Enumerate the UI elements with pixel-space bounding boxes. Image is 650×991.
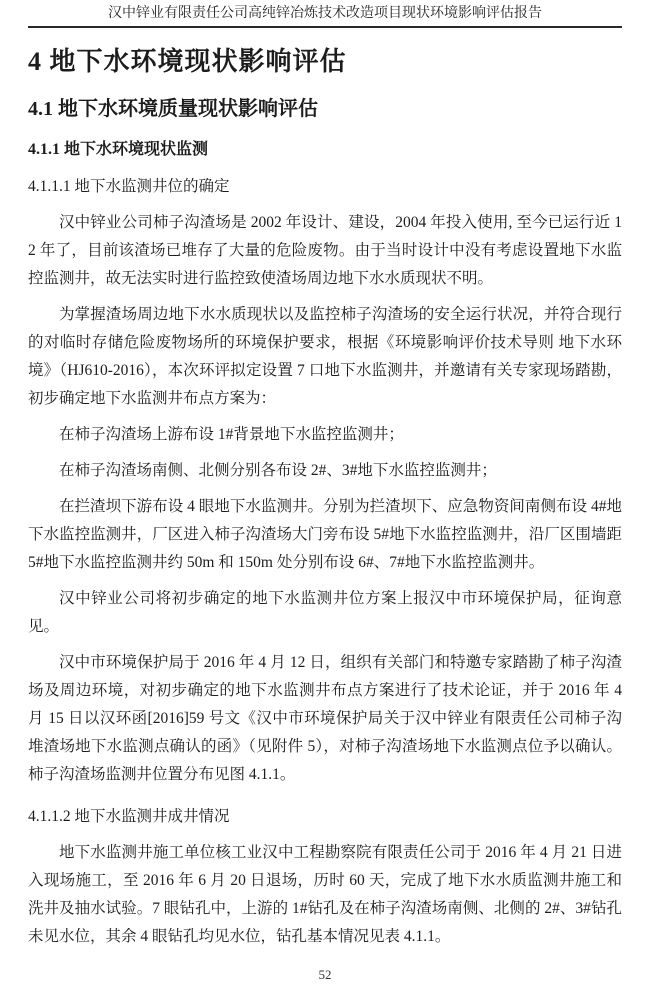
running-header-text: 汉中锌业有限责任公司高纯锌冶炼技术改造项目现状环境影响评估报告 (108, 6, 542, 21)
paragraph-wells-4-to-7-location: 在拦渣坝下游布设 4 眼地下水监测井。分别为拦渣坝下、应急物资间南侧布设 4#地下水监控监测井，厂区进入柿子沟渣场大门旁布设 5#地下水监控监测井，沿厂区围墙距 5#地下水监控监测井约 50m 和 150m 处分别布设 6#、7#地下水监控监测井。 (28, 498, 622, 571)
running-header (28, 5, 622, 28)
section-heading: 4.1 地下水环境质量现状影响评估 (28, 98, 318, 120)
chapter-heading: 4 地下水环境现状影响评估 (28, 47, 347, 76)
subsubsection-heading-well-completion: 4.1.1.2 地下水监测井成井情况 (28, 808, 230, 825)
page-footer (0, 967, 650, 983)
paragraph-epa-confirmation: 汉中市环境保护局于 2016 年 4 月 12 日，组织有关部门和特邀专家踏勘了柿子沟渣场及周边环境，对初步确定的地下水监测井布点方案进行了技术论证，并于 2016 年 4 月 15 日以汉环函[2016]59 号文《汉中市环境保护局关于汉中锌业有限责任公司柿子沟堆渣场地下水监测点确认的函》（见附件 5），对柿子沟渣场地下水监测点位予以确认。柿子沟渣场监测井位置分布见图 4.1.1。 (28, 654, 622, 783)
subsubsection-heading-well-location: 4.1.1.1 地下水监测井位的确定 (28, 178, 230, 195)
page-number: 52 (318, 967, 332, 982)
paragraph-plan-submission: 汉中锌业公司将初步确定的地下水监测井位方案上报汉中市环境保护局，征询意见。 (28, 590, 622, 635)
paragraph-monitoring-plan-intro: 为掌握渣场周边地下水水质现状以及监控柿子沟渣场的安全运行状况，并符合现行的对临时存储危险废物场所的环境保护要求，根据《环境影响评价技术导则 地下水环境》（HJ610-2016），本次环评拟定设置 7 口地下水监测井，并邀请有关专家现场踏勘，初步确定地下水监测井布点方案为： (28, 306, 622, 407)
paragraph-site-history: 汉中锌业公司柿子沟渣场是 2002 年设计、建设，2004 年投入使用, 至今已运行近 12 年了，目前该渣场已堆存了大量的危险废物。由于当时设计中没有考虑设置地下水监控监测井，故无法实时进行监控致使渣场周边地下水水质现状不明。 (28, 214, 622, 287)
paragraph-wells-2-3-location: 在柿子沟渣场南侧、北侧分别各布设 2#、3#地下水监控监测井； (59, 462, 497, 479)
page-content (28, 29, 622, 951)
paragraph-well-1-location: 在柿子沟渣场上游布设 1#背景地下水监控监测井； (59, 426, 404, 443)
paragraph-well-construction: 地下水监测井施工单位核工业汉中工程勘察院有限责任公司于 2016 年 4 月 21 日进入现场施工，至 2016 年 6 月 20 日退场，历时 60 天，完成了地下水水质监测井施工和洗井及抽水试验。7 眼钻孔中，上游的 1#钻孔及在柿子沟渣场南侧、北侧的 2#、3#钻孔未见水位，其余 4 眼钻孔均见水位，钻孔基本情况见表 4.1.1。 (28, 844, 622, 945)
subsection-heading: 4.1.1 地下水环境现状监测 (28, 141, 209, 158)
